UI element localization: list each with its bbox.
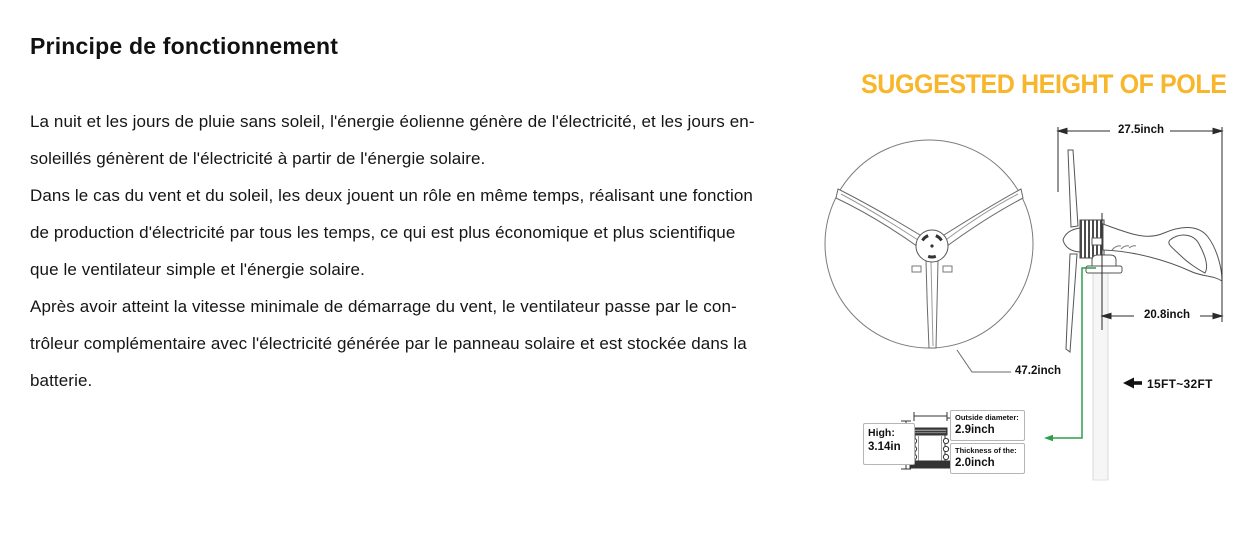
outside-diameter-value: 2.9inch <box>955 424 995 436</box>
pole-range-arrow-icon <box>1123 378 1134 389</box>
hub-tab-left <box>912 266 921 272</box>
pipe-height-note <box>863 423 915 465</box>
text-line: que le ventilateur simple et l'énergie solaire. <box>30 260 365 279</box>
side-blade-lower <box>1066 254 1077 352</box>
text-line: La nuit et les jours de pluie sans soleil, l'énergie éolienne génère de l'électricité, et les jours en- <box>30 112 755 131</box>
nose-cone <box>1063 228 1080 252</box>
thickness-note <box>950 443 1025 474</box>
side-blade-upper <box>1068 150 1078 227</box>
turbine-front-view <box>825 140 1033 348</box>
outside-diameter-label: Outside diameter: <box>955 413 1019 422</box>
mount-flange <box>1086 266 1122 273</box>
pipe-height-value: 3.14in <box>868 441 901 453</box>
thickness-value: 2.0inch <box>955 457 995 469</box>
text-line: batterie. <box>30 371 93 390</box>
page-title: Principe de fonctionnement <box>30 33 339 59</box>
text-line: Après avoir atteint la vitesse minimale de démarrage du vent, le ventilateur passe par le con- <box>30 297 737 316</box>
dimension-label-rotor-diameter: 47.2inch <box>1015 365 1062 377</box>
pole-height-range-label: 15FT~32FT <box>1147 377 1213 391</box>
thickness-label: Thickness of the: <box>955 446 1017 455</box>
dimension-label-tail-width: 20.8inch <box>1143 309 1191 321</box>
text-line: soleillés génèrent de l'électricité à partir de l'énergie solaire. <box>30 149 486 168</box>
rotor-diameter-leader <box>957 350 1011 372</box>
pipe-height-label: High: <box>868 427 895 439</box>
turbine-side-view <box>1063 150 1222 352</box>
diagram-title: SUGGESTED HEIGHT OF POLE <box>861 69 1227 99</box>
text-line: Dans le cas du vent et du soleil, les deux jouent un rôle en même temps, réalisant une fonction <box>30 186 753 205</box>
yaw-mount <box>1092 255 1116 266</box>
outside-diameter-note <box>950 410 1025 441</box>
hub-tab-right <box>943 266 952 272</box>
text-line: de production d'électricité par tous les temps, ce qui est plus économique et plus scientifique <box>30 223 736 242</box>
pole <box>1093 273 1108 480</box>
text-line: trôleur complémentaire avec l'électricité générée par le panneau solaire et est stockée dans la <box>30 334 747 353</box>
dimension-label-top-width: 27.5inch <box>1117 124 1165 136</box>
